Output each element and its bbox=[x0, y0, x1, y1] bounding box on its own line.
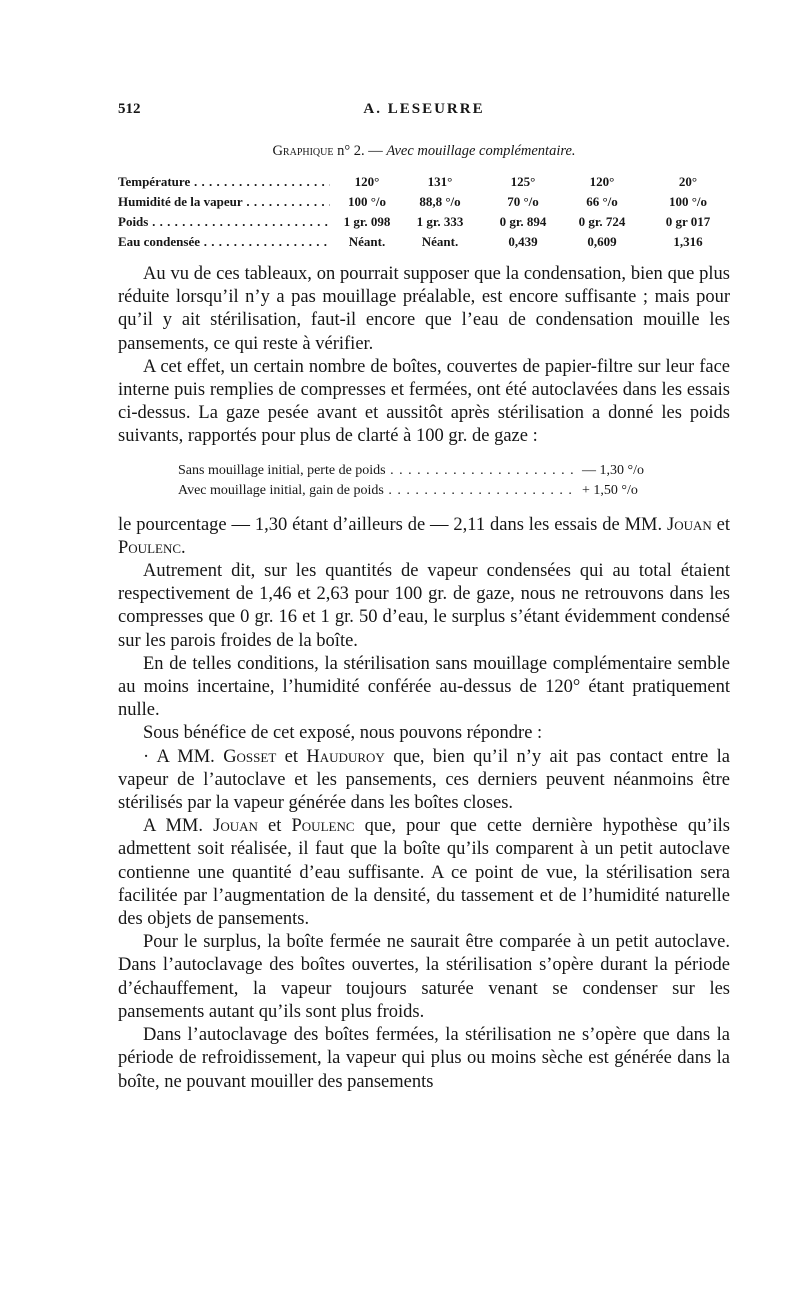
data-table bbox=[118, 172, 730, 252]
table-cell: 1,316 bbox=[673, 234, 703, 249]
table-cell: 100 °/o bbox=[347, 194, 387, 209]
table-cell: 0 gr 017 bbox=[665, 214, 711, 229]
caption-label: Graphique bbox=[272, 143, 334, 159]
body-text bbox=[118, 263, 730, 1094]
paragraph: A cet effet, un certain nombre de boîtes, couvertes de papier-filtre sur leur face interne puis remplies de compresses et fermées, ont été autoclavées dans les essais ci-dessus. La gaze pesée avant et aussitôt après stérilisation a donné les poids suivants, rapportés pour plus de clarté à 100 gr. de gaze : bbox=[118, 356, 730, 447]
paragraph bbox=[118, 514, 730, 560]
table-cell: 70 °/o bbox=[507, 194, 539, 209]
table-row-humidite bbox=[118, 192, 730, 212]
table-cell: 125° bbox=[510, 174, 536, 189]
paragraph: Autrement dit, sur les quantités de vapeur condensées qui au total étaient respectivement de 1,46 et 2,63 pour 100 gr. de gaze, nous ne retrouvons dans les compresses que 0 gr. 16 et 1 gr. 50 d’eau, le surplus s’étant évidemment condensé sur les parois froides de la boîte. bbox=[118, 561, 730, 651]
text-run: le pourcentage — 1,30 étant d’ailleurs de — 2,11 dans les essais de MM. bbox=[118, 514, 663, 535]
paragraph bbox=[118, 815, 730, 931]
author-name: Poulenc. bbox=[118, 537, 186, 558]
row-label: Humidité de la vapeur . . . bbox=[118, 192, 330, 212]
running-head bbox=[118, 101, 730, 121]
page-number: 512 bbox=[118, 101, 141, 117]
row-label: Température . . . bbox=[118, 172, 330, 192]
author-name: Jouan bbox=[667, 514, 712, 535]
table-cell: 20° bbox=[678, 174, 698, 189]
text-run: A MM. bbox=[143, 816, 203, 837]
running-title: A. LESEURRE bbox=[363, 101, 485, 117]
paragraph: Pour le surplus, la boîte fermée ne saurait être comparée à un petit autoclave. Dans l’autoclavage des boîtes ouvertes, la stérilisation s’opère durant la période d’échauffement, la vapeur toujours saturée venant se condenser sur les pansements autant qu’ils sont plus froids. bbox=[118, 932, 730, 1022]
paragraph bbox=[118, 746, 730, 816]
table-cell: 120° bbox=[589, 174, 615, 189]
paragraph: Sous bénéfice de cet exposé, nous pouvons répondre : bbox=[143, 723, 543, 744]
caption-title: Avec mouillage complémentaire. bbox=[386, 143, 576, 159]
result-value: + 1,50 °/o bbox=[578, 481, 638, 501]
table-cell: 120° bbox=[354, 174, 380, 189]
author-name: Hauduroy bbox=[306, 746, 385, 767]
caption-number: n° 2. bbox=[337, 143, 365, 159]
table-row-poids bbox=[118, 212, 730, 232]
table-cell: 88,8 °/o bbox=[419, 194, 461, 209]
text-run: et bbox=[716, 514, 731, 535]
result-label: Avec mouillage initial, gain de poids . . . bbox=[178, 481, 578, 501]
caption-dash: — bbox=[368, 143, 383, 159]
text-run: et bbox=[284, 746, 299, 767]
row-label: Eau condensée . . . bbox=[118, 232, 330, 252]
table-cell: 0,439 bbox=[508, 234, 538, 249]
result-label: Sans mouillage initial, perte de poids . . . bbox=[178, 461, 578, 481]
table-cell: Néant. bbox=[348, 234, 386, 249]
result-row bbox=[178, 481, 638, 501]
paragraph: En de telles conditions, la stérilisation sans mouillage complémentaire semble au moins incertaine, l’humidité conférée au-dessus de 120° étant pratiquement nulle. bbox=[118, 653, 730, 721]
author-name: Gosset bbox=[223, 746, 277, 767]
table-cell: 0,609 bbox=[587, 234, 617, 249]
table-cell: 66 °/o bbox=[586, 194, 618, 209]
weight-results bbox=[178, 461, 644, 501]
text-run: que, bien qu’il n’y ait pas contact entre la vapeur de l’autoclave et les pansements, ces derniers peuvent néanmoins être stérilisés par la vapeur générée dans les boîtes closes. bbox=[118, 746, 730, 814]
table-caption bbox=[118, 143, 730, 160]
result-row bbox=[178, 461, 644, 481]
text-run: que, pour que cette dernière hypothèse qu’ils admettent soit réalisée, il faut que la boîte qu’ils comparent à un petit autoclave contienne une quantité d’eau suffisante. A ce point de vue, la stérilisation sera facilitée par l’augmentation de la densité, du tassement et de l’humidité naturelle des objets de pansements. bbox=[118, 816, 730, 930]
text-run: et bbox=[268, 816, 282, 837]
table-cell: 1 gr. 333 bbox=[416, 214, 464, 229]
table-cell: 1 gr. 098 bbox=[343, 214, 391, 229]
table-cell: 100 °/o bbox=[668, 194, 708, 209]
row-label: Poids . . . bbox=[118, 212, 330, 232]
paragraph: Au vu de ces tableaux, on pourrait supposer que la condensation, bien que plus réduite lorsqu’il n’y a pas mouillage préalable, est encore suffisante ; mais pour qu’il y ait stérilisation, faut-il encore que l’eau de condensation mouille les pansements, ce qui reste à vérifier. bbox=[118, 264, 730, 354]
table-cell: 131° bbox=[427, 174, 453, 189]
paragraph: Dans l’autoclavage des boîtes fermées, la stérilisation ne s’opère que dans la période de refroidissement, la vapeur qui plus ou moins sèche est générée dans la boîte, ne pouvant mouiller des pansements bbox=[118, 1025, 730, 1092]
text-run: · A MM. bbox=[143, 746, 215, 767]
table-row-temperature bbox=[118, 172, 730, 192]
result-value: — 1,30 °/o bbox=[578, 461, 644, 481]
table-cell: 0 gr. 724 bbox=[578, 214, 626, 229]
table-row-eau-condensee bbox=[118, 232, 730, 252]
table-cell: 0 gr. 894 bbox=[499, 214, 547, 229]
author-name: Jouan bbox=[213, 816, 258, 837]
author-name: Poulenc bbox=[291, 816, 355, 837]
table-cell: Néant. bbox=[421, 234, 459, 249]
